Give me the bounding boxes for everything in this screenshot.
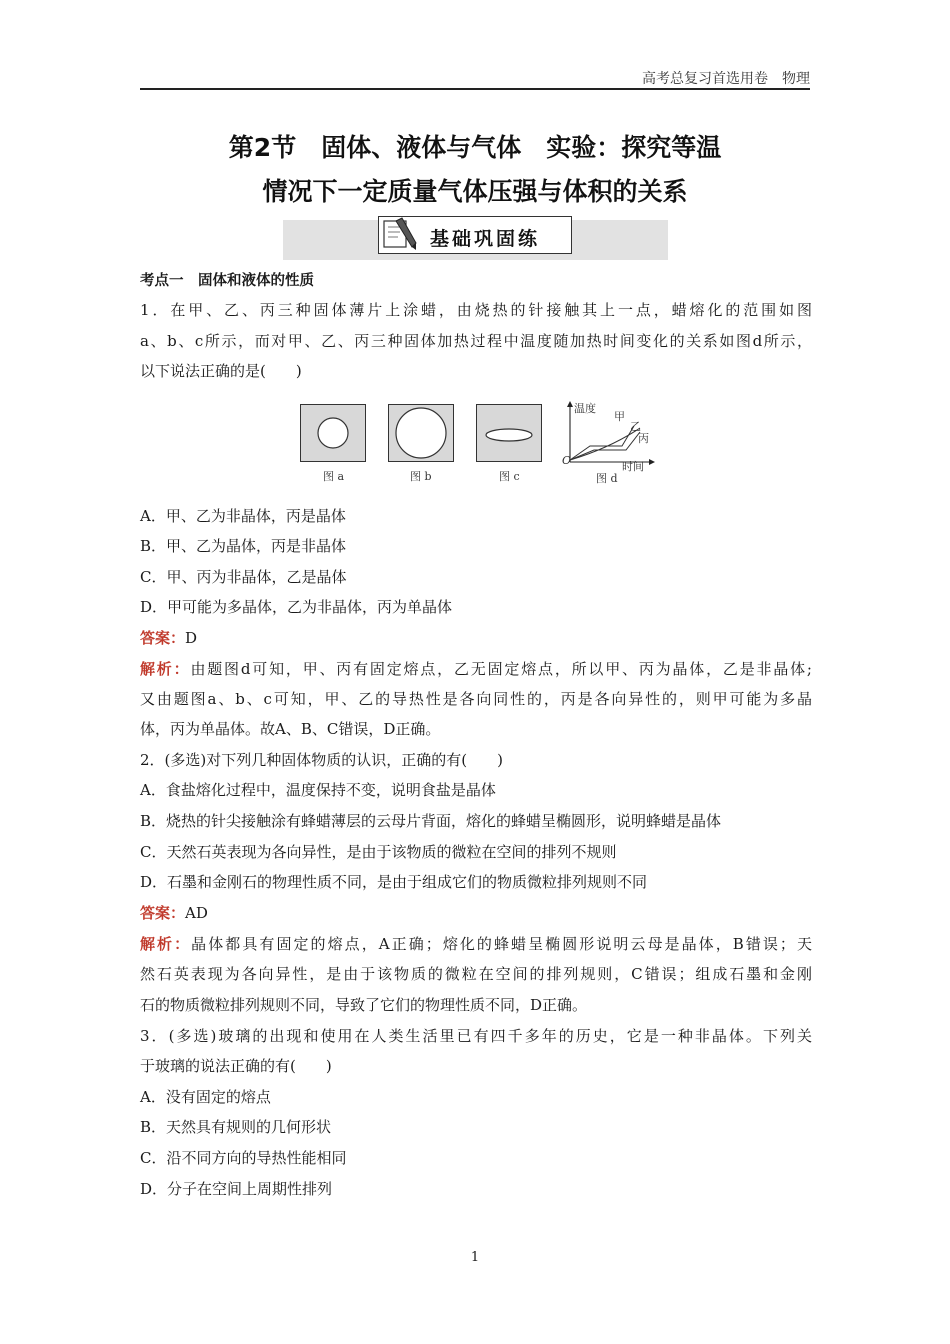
q2-option-d: D．石墨和金刚石的物理性质不同，是由于组成它们的物质微粒排列规则不同 [140,873,648,891]
figure-c-ellipse [477,405,541,461]
q1-analysis-line-1 [140,659,812,679]
figure-b-circle [389,405,453,461]
q3-stem-line-1: 3．(多选)玻璃的出现和使用在人类生活里已有四千多年的历史，它是一种非晶体。下列关 [140,1027,812,1045]
q1-analysis-text-1: 由题图d可知，甲、丙有固定熔点，乙无固定熔点，所以甲、丙为晶体，乙是非晶体; [190,660,812,678]
q1-option-b: B．甲、乙为晶体，丙是非晶体 [140,537,347,555]
q2-analysis-line-3: 石的物质微粒排列规则不同，导致了它们的物理性质不同，D正确。 [140,996,588,1014]
q1-answer-value: D [185,629,198,647]
q1-stem-line-1: 1．在甲、乙、丙三种固体薄片上涂蜡，由烧热的针接触其上一点，蜡熔化的范围如图 [140,301,812,319]
q1-analysis-line-3: 体，丙为单晶体。故A、B、C错误，D正确。 [140,720,441,738]
figure-c-caption: 图 c [499,470,520,483]
figure-d-origin: O [562,454,572,467]
q2-option-b: B．烧热的针尖接触涂有蜂蜡薄层的云母片背面，熔化的蜂蜡呈椭圆形，说明蜂蜡是晶体 [140,812,722,830]
figure-a [300,404,366,462]
figure-b-caption: 图 b [410,470,432,483]
figure-b [388,404,454,462]
page-title-line-2: 情况下一定质量气体压强与体积的关系 [262,177,688,206]
q2-analysis-label: 解析： [140,935,192,953]
q3-option-b: B．天然具有规则的几何形状 [140,1118,332,1136]
page-number: 1 [470,1250,480,1265]
figure-d-label-2: 乙 [630,420,641,433]
figure-a-circle [301,405,365,461]
q3-option-a: A．没有固定的熔点 [140,1088,271,1106]
figure-d-caption: 图 d [596,472,618,485]
figure-a-caption: 图 a [323,470,345,483]
q1-option-a: A．甲、乙为非晶体，丙是晶体 [140,507,346,525]
section-banner-label: 基础巩固练 [430,228,541,250]
figure-d-x-label: 时间 [622,460,644,473]
q1-answer [140,628,812,648]
q1-stem-line-3: 以下说法正确的是( ) [140,362,302,380]
q1-stem-line-2: a、b、c所示，而对甲、乙、丙三种固体加热过程中温度随加热时间变化的关系如图d所示， [140,332,812,350]
page-title-line-1: 第2节 固体、液体与气体 实验：探究等温 [228,133,722,162]
q2-answer [140,903,812,923]
header-rule [140,88,810,90]
q1-answer-label: 答案： [140,629,186,647]
q3-stem-line-2: 于玻璃的说法正确的有( ) [140,1057,332,1075]
q1-analysis-line-2: 又由题图a、b、c可知，甲、乙的导热性是各向同性的，丙是各向异性的，则甲可能为多晶 [140,690,812,708]
q2-analysis-text-1: 晶体都具有固定的熔点，A正确；熔化的蜂蜡呈椭圆形说明云母是晶体，B错误；天 [191,935,812,953]
q1-figures [298,400,658,492]
q1-option-c: C．甲、丙为非晶体，乙是晶体 [140,568,347,586]
q2-analysis-line-2: 然石英表现为各向异性，是由于该物质的微粒在空间的排列规则，C错误；组成石墨和金刚 [140,965,812,983]
q1-option-d: D．甲可能为多晶体，乙为非晶体，丙为单晶体 [140,598,453,616]
q1-analysis-label: 解析： [140,660,191,678]
q3-option-d: D．分子在空间上周期性排列 [140,1180,333,1198]
q2-option-a: A．食盐熔化过程中，温度保持不变，说明食盐是晶体 [140,781,496,799]
figure-d-y-label: 温度 [574,402,596,415]
figure-d-label-1: 甲 [614,410,625,423]
running-header: 高考总复习首选用卷 物理 [642,71,810,87]
q3-option-c: C．沿不同方向的导热性能相同 [140,1149,347,1167]
q2-answer-value: AD [185,904,208,922]
q2-answer-label: 答案： [140,904,186,922]
figure-c [476,404,542,462]
pencil-icon [382,217,418,251]
q2-option-c: C．天然石英表现为各向异性，是由于该物质的微粒在空间的排列不规则 [140,843,617,861]
section-heading: 考点一 固体和液体的性质 [140,273,314,289]
q2-analysis-line-1 [140,934,812,954]
q2-stem: 2．(多选)对下列几种固体物质的认识，正确的有( ) [140,751,503,769]
figure-d-label-3: 丙 [638,432,649,445]
